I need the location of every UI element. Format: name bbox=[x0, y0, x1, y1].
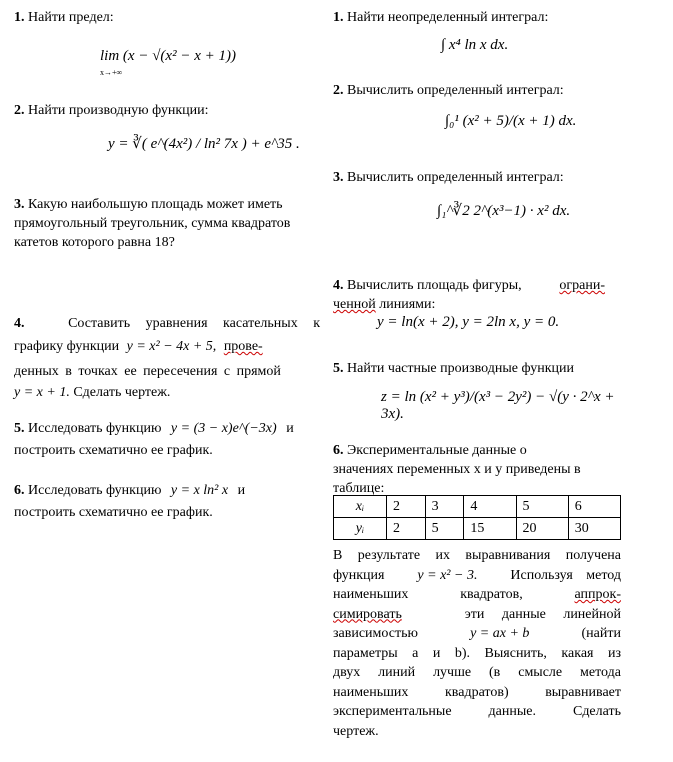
area-formula: y = ln(x + 2), y = 2ln x, y = 0. bbox=[377, 314, 560, 330]
task-2: 2. Вычислить определенный интеграл: bbox=[333, 83, 564, 98]
data-table bbox=[333, 495, 621, 540]
problem-number: 3. bbox=[14, 197, 25, 212]
task-1: 1. Найти неопределенный интеграл: bbox=[333, 10, 549, 25]
table-row-y: yᵢ 2 5 15 20 30 bbox=[334, 518, 621, 540]
derivative-formula: y = ∛( e^(4x²) / ln² 7x ) + e^35 . bbox=[108, 136, 300, 152]
problem-number: 2. bbox=[14, 103, 25, 118]
problem-2 bbox=[14, 101, 209, 120]
problem-3 bbox=[14, 195, 314, 252]
limit-subscript: x→+∞ bbox=[100, 68, 123, 77]
task-6-intro: 6. Экспериментальные данные о значениях переменных x и y приведены в таблице: bbox=[333, 443, 581, 496]
integral-3-formula: ∫₁^∛2 2^(x³−1) · x² dx. bbox=[437, 203, 571, 219]
task-3: 3. Вычислить определенный интеграл: bbox=[333, 170, 564, 185]
problem-1 bbox=[14, 8, 114, 27]
task-6-text: В результате их выравнивания получена функция y = x² − 3. Используя метод наименьших квадратов, аппрок- симировать эти данные линейной зависимостью y = ax + b (найти параметры a и b). Выяснить, какая из двух линий лучше (в смысле метода наименьших квадратов) выравнивает экспериментальные данные. Сделать чертеж. bbox=[333, 548, 621, 739]
problem-text: Какую наибольшую площадь может иметь прямоугольный треугольник, сумма квадратов катетов которого равна 18? bbox=[14, 197, 291, 250]
task-4: 4. Вычислить площадь фигуры, ограни- ченной линиями: bbox=[333, 278, 605, 312]
task-5: 5. Найти частные производные функции bbox=[333, 361, 574, 376]
integral-2-formula: ∫₀¹ (x² + 5)/(x + 1) dx. bbox=[445, 113, 577, 129]
problem-text: Найти производную функции: bbox=[28, 103, 209, 118]
integral-1-formula: ∫ x⁴ ln x dx. bbox=[441, 37, 509, 53]
table-row-x: xᵢ 2 3 4 5 6 bbox=[334, 496, 621, 518]
problem-4: 4. Составить уравнения касательных к графику функции y = x² − 4x + 5, прове- денных в точках ее пересечения с прямой y = x + 1. Сделать чертеж. bbox=[14, 316, 320, 400]
problem-number: 1. bbox=[14, 10, 25, 25]
partial-derivative-formula: z = ln (x² + y³)/(x³ − 2y²) − √(y · 2^x + 3x). bbox=[381, 389, 615, 422]
limit-formula: lim (x − √(x² − x + 1)) bbox=[100, 48, 236, 64]
problem-6: 6. Исследовать функцию y = x ln² x и построить схематично ее график. bbox=[14, 483, 246, 520]
problem-text: Найти предел: bbox=[28, 10, 114, 25]
problem-5: 5. Исследовать функцию y = (3 − x)e^(−3x) и построить схематично ее график. bbox=[14, 421, 294, 458]
